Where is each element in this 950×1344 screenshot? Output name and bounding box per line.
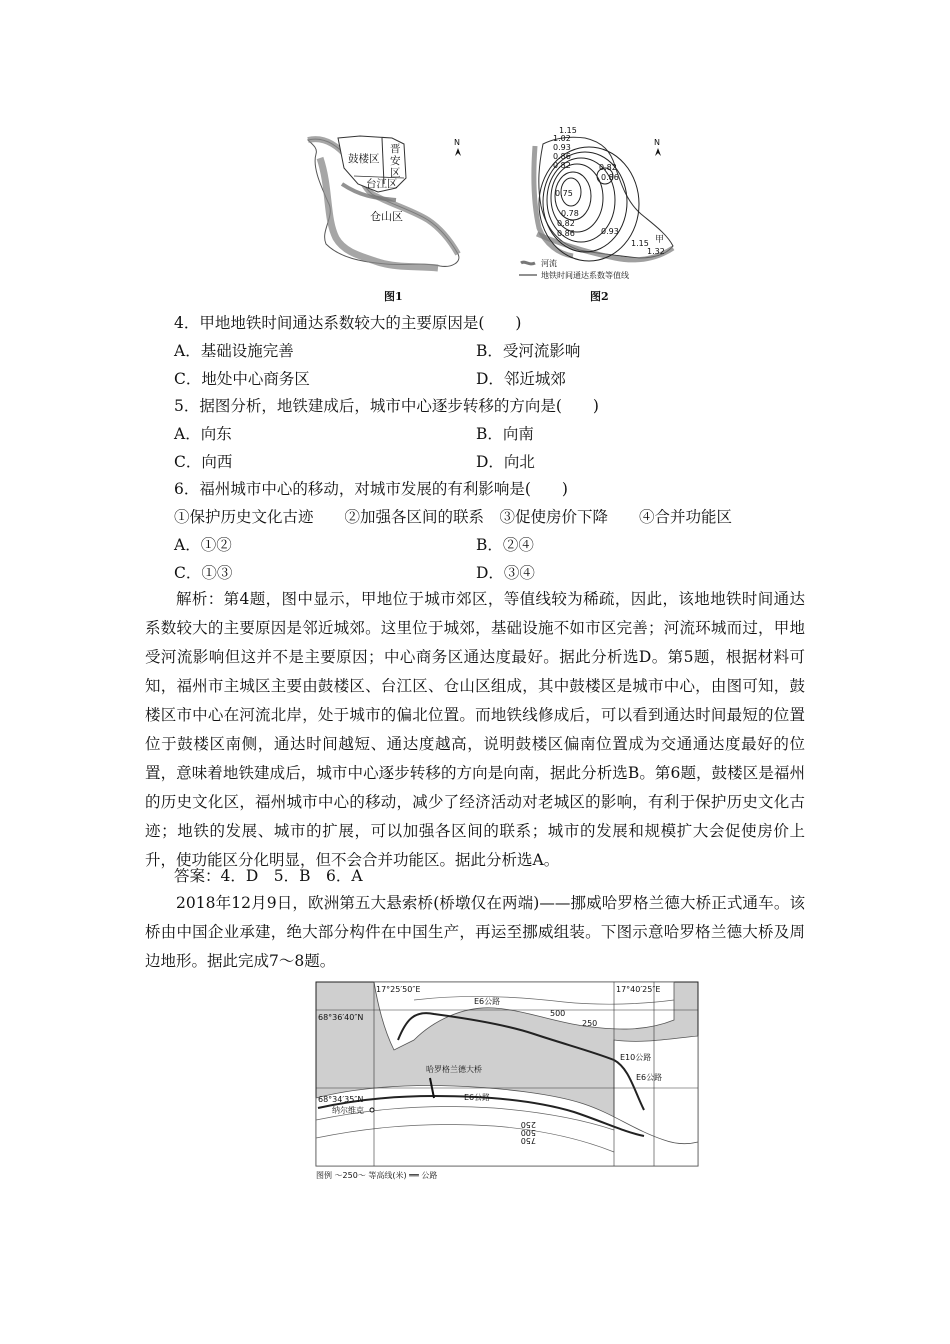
iso-1-02: 1.02: [553, 134, 571, 143]
question-6-option-c: C．①③: [174, 564, 233, 582]
iso-0-86-top: 0.86: [553, 152, 571, 161]
road-e6-east: E6公路: [636, 1073, 663, 1082]
district-an: 安: [390, 155, 401, 167]
north-label: N: [654, 138, 660, 147]
figure-2-caption: 图2: [590, 290, 609, 303]
iso-1-15-top: 1.15: [559, 126, 577, 135]
iso-0-82-bottom: 0.82: [557, 219, 575, 228]
figure-2-map: [515, 124, 685, 294]
iso-1-32: 1.32: [647, 247, 665, 256]
figure-1-caption: 图1: [384, 290, 403, 303]
contour-500-north: 500: [550, 1009, 566, 1018]
question-4-option-c: C．地处中心商务区: [174, 370, 310, 388]
district-jin: 晋: [390, 143, 401, 155]
legend-iso-label: 地铁时间通达系数等值线: [541, 271, 629, 280]
bridge-terrain-map: [314, 980, 700, 1182]
contour-250-south: 250: [520, 1120, 536, 1129]
north-label: N: [454, 138, 460, 147]
legend-river-icon: [521, 262, 535, 264]
district-qu: 区: [390, 167, 401, 179]
iso-0-82-top: 0.82: [553, 161, 571, 170]
question-6-option-a: A．①②: [174, 536, 232, 554]
iso-0-78: 0.78: [561, 209, 579, 218]
road-e6-south: E6公路: [464, 1093, 491, 1102]
latitude-1: 68°36′40″N: [318, 1013, 364, 1022]
question-4-stem: 4．甲地地铁时间通达系数较大的主要原因是( ): [174, 314, 522, 332]
iso-0-86-bottom: 0.86: [557, 229, 575, 238]
question-4-option-d: D．邻近城郊: [476, 370, 566, 388]
contour-500-south: 500: [520, 1128, 536, 1137]
district-cangshan: 仓山区: [370, 210, 403, 223]
latitude-2: 68°34′35″N: [318, 1095, 364, 1104]
iso-0-75: 0.75: [555, 189, 573, 198]
contour-250-north: 250: [582, 1019, 598, 1028]
figure-1-map: [300, 128, 480, 278]
question-6-items: ①保护历史文化古迹 ②加强各区间的联系 ③促使房价下降 ④合并功能区: [174, 508, 733, 526]
question-6-option-b: B．②④: [476, 536, 534, 554]
bridge-label: 哈罗格兰德大桥: [426, 1065, 482, 1074]
road-e6-north: E6公路: [474, 997, 501, 1006]
answer-line: 答案：4．D 5．B 6．A: [174, 867, 363, 885]
question-6-stem: 6．福州城市中心的移动，对城市发展的有利影响是( ): [174, 480, 568, 498]
iso-0-93-bottom: 0.93: [601, 227, 619, 236]
road-e10: E10公路: [620, 1053, 652, 1062]
question-4-option-a: A．基础设施完善: [174, 342, 294, 360]
town-marker-icon: [370, 1108, 374, 1112]
iso-0-86-right: 0.86: [601, 173, 619, 182]
iso-1-15-bottom: 1.15: [631, 239, 649, 248]
district-taijiang: 台江区: [366, 178, 398, 190]
question-5-option-d: D．向北: [476, 453, 535, 471]
analysis-paragraph: 解析：第4题，图中显示，甲地位于城市郊区，等值线较为稀疏，因此，该地地铁时间通达系数较大的主要原因是邻近城郊。这里位于城郊，基础设施不如市区完善；河流环城而过，甲地受河流影响但这并不是主要原因；中心商务区通达度最好。据此分析选D。第5题，根据材料可知，福州市主城区主要由鼓楼区、台江区、仓山区组成，其中鼓楼区是城市中心，由图可知，鼓楼区市中心在河流北岸，处于城市的偏北位置。而地铁线修成后，可以看到通达时间最短的位置位于鼓楼区南侧，通达时间越短、通达度越高，说明鼓楼区偏南位置成为交通通达度最好的位置，意味着地铁建成后，城市中心逐步转移的方向是向南，据此分析选B。第6题，鼓楼区是福州的历史文化区，福州城市中心的移动，减少了经济活动对老城区的影响，有利于保护历史文化古迹；地铁的发展、城市的扩展，可以加强各区间的联系；城市的发展和规模扩大会促使房价上升，使功能区分化明显，但不会合并功能区。据此分析选A。: [145, 590, 805, 869]
question-5-option-c: C．向西: [174, 453, 233, 471]
label-jia: 甲: [655, 235, 665, 245]
question-5-option-a: A．向东: [174, 425, 232, 443]
iso-0-93-top: 0.93: [553, 143, 571, 152]
question-5-option-b: B．向南: [476, 425, 534, 443]
intro-paragraph: 2018年12月9日，欧洲第五大悬索桥(桥墩仅在两端)——挪威哈罗格兰德大桥正式通车。该桥由中国企业承建，绝大部分构件在中国生产，再运至挪威组装。下图示意哈罗格兰德大桥及周边地形。据此完成7～8题。: [145, 894, 805, 970]
north-arrow-icon: [455, 148, 461, 156]
district-gulou: 鼓楼区: [348, 153, 380, 165]
longitude-1: 17°25′50″E: [376, 985, 421, 994]
question-4-option-b: B．受河流影响: [476, 342, 581, 360]
longitude-2: 17°40′25″E: [616, 985, 661, 994]
legend-river-label: 河流: [541, 259, 557, 268]
question-5-stem: 5．据图分析，地铁建成后，城市中心逐步转移的方向是( ): [174, 397, 599, 415]
question-6-option-d: D．③④: [476, 564, 535, 582]
contour-750-south: 750: [520, 1136, 536, 1145]
map-legend: 图例 〜250〜 等高线(米) ══ 公路: [316, 1171, 438, 1180]
iso-0-82-right: 0.82: [599, 163, 617, 172]
town-label: 纳尔维克: [332, 1106, 364, 1115]
north-arrow-icon: [655, 148, 661, 156]
